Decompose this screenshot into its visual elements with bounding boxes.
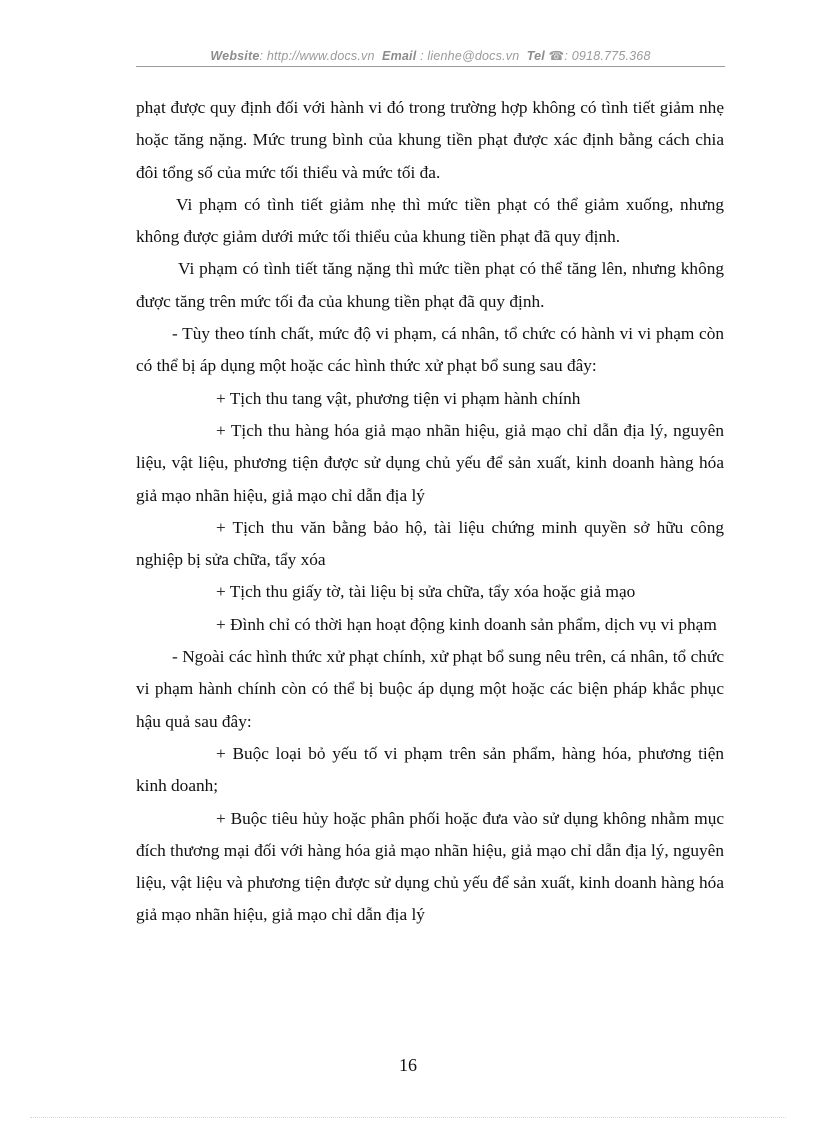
bullet-paragraph: - Ngoài các hình thức xử phạt chính, xử phạt bổ sung nêu trên, cá nhân, tổ chức vi phạm hành chính còn có thể bị buộc áp dụng một hoặc các biện pháp khắc phục hậu quả sau đây:: [136, 647, 724, 731]
paragraph: phạt được quy định đối với hành vi đó trong trường hợp không có tình tiết giảm nhẹ hoặc tăng nặng. Mức trung bình của khung tiền phạt được xác định bằng cách chia đôi tổng số của mức tối thiểu và mức tối đa.: [136, 98, 724, 182]
phone-icon: ☎: [548, 49, 565, 63]
list-item: + Buộc tiêu hủy hoặc phân phối hoặc đưa vào sử dụng không nhằm mục đích thương mại đối với hàng hóa giả mạo nhãn hiệu, giả mạo chỉ dẫn địa lý, nguyên liệu, vật liệu và phương tiện được sử dụng chủ yếu để sản xuất, kinh doanh hàng hóa giả mạo nhãn hiệu, giả mạo chỉ dẫn địa lý: [136, 808, 724, 925]
header-tel-label: Tel: [526, 49, 545, 63]
header-website-label: Website: [210, 49, 260, 63]
header-email-label: Email: [382, 49, 417, 63]
list-item: + Tịch thu hàng hóa giả mạo nhãn hiệu, giả mạo chỉ dẫn địa lý, nguyên liệu, vật liệu, phương tiện được sử dụng chủ yếu để sản xuất, kinh doanh hàng hóa giả mạo nhãn hiệu, giả mạo chỉ dẫn địa lý: [136, 420, 724, 505]
list-item: + Tịch thu tang vật, phương tiện vi phạm hành chính: [216, 388, 581, 408]
paragraph: Vi phạm có tình tiết giảm nhẹ thì mức tiền phạt có thể giảm xuống, nhưng không được giảm dưới mức tối thiểu của khung tiền phạt đã quy định.: [136, 194, 724, 247]
list-item: + Tịch thu giấy tờ, tài liệu bị sửa chữa, tẩy xóa hoặc giả mạo: [216, 582, 636, 602]
header-website-value: : http://www.docs.vn: [259, 49, 375, 63]
bullet-paragraph: - Tùy theo tính chất, mức độ vi phạm, cá nhân, tổ chức có hành vi vi phạm còn có thể bị áp dụng một hoặc các hình thức xử phạt bổ sung sau đây:: [136, 324, 724, 376]
list-item: + Đình chỉ có thời hạn hoạt động kinh doanh sản phẩm, dịch vụ vi phạm: [216, 614, 717, 634]
header-email-value: : lienhe@docs.vn: [420, 49, 520, 63]
header-tel-value: : 0918.775.368: [564, 49, 651, 63]
list-item: + Buộc loại bỏ yếu tố vi phạm trên sản phẩm, hàng hóa, phương tiện kinh doanh;: [136, 743, 724, 796]
document-body: [136, 92, 724, 932]
paragraph: Vi phạm có tình tiết tăng nặng thì mức tiền phạt có thể tăng lên, nhưng không được tăng trên mức tối đa của khung tiền phạt đã quy định.: [136, 259, 724, 311]
page-header: [136, 48, 725, 63]
list-item: + Tịch thu văn bằng bảo hộ, tài liệu chứng minh quyền sở hữu công nghiệp bị sửa chữa, tẩy xóa: [136, 517, 724, 570]
page-number: 16: [399, 1055, 417, 1075]
footer-divider: [30, 1117, 786, 1118]
header-divider: [136, 66, 725, 67]
